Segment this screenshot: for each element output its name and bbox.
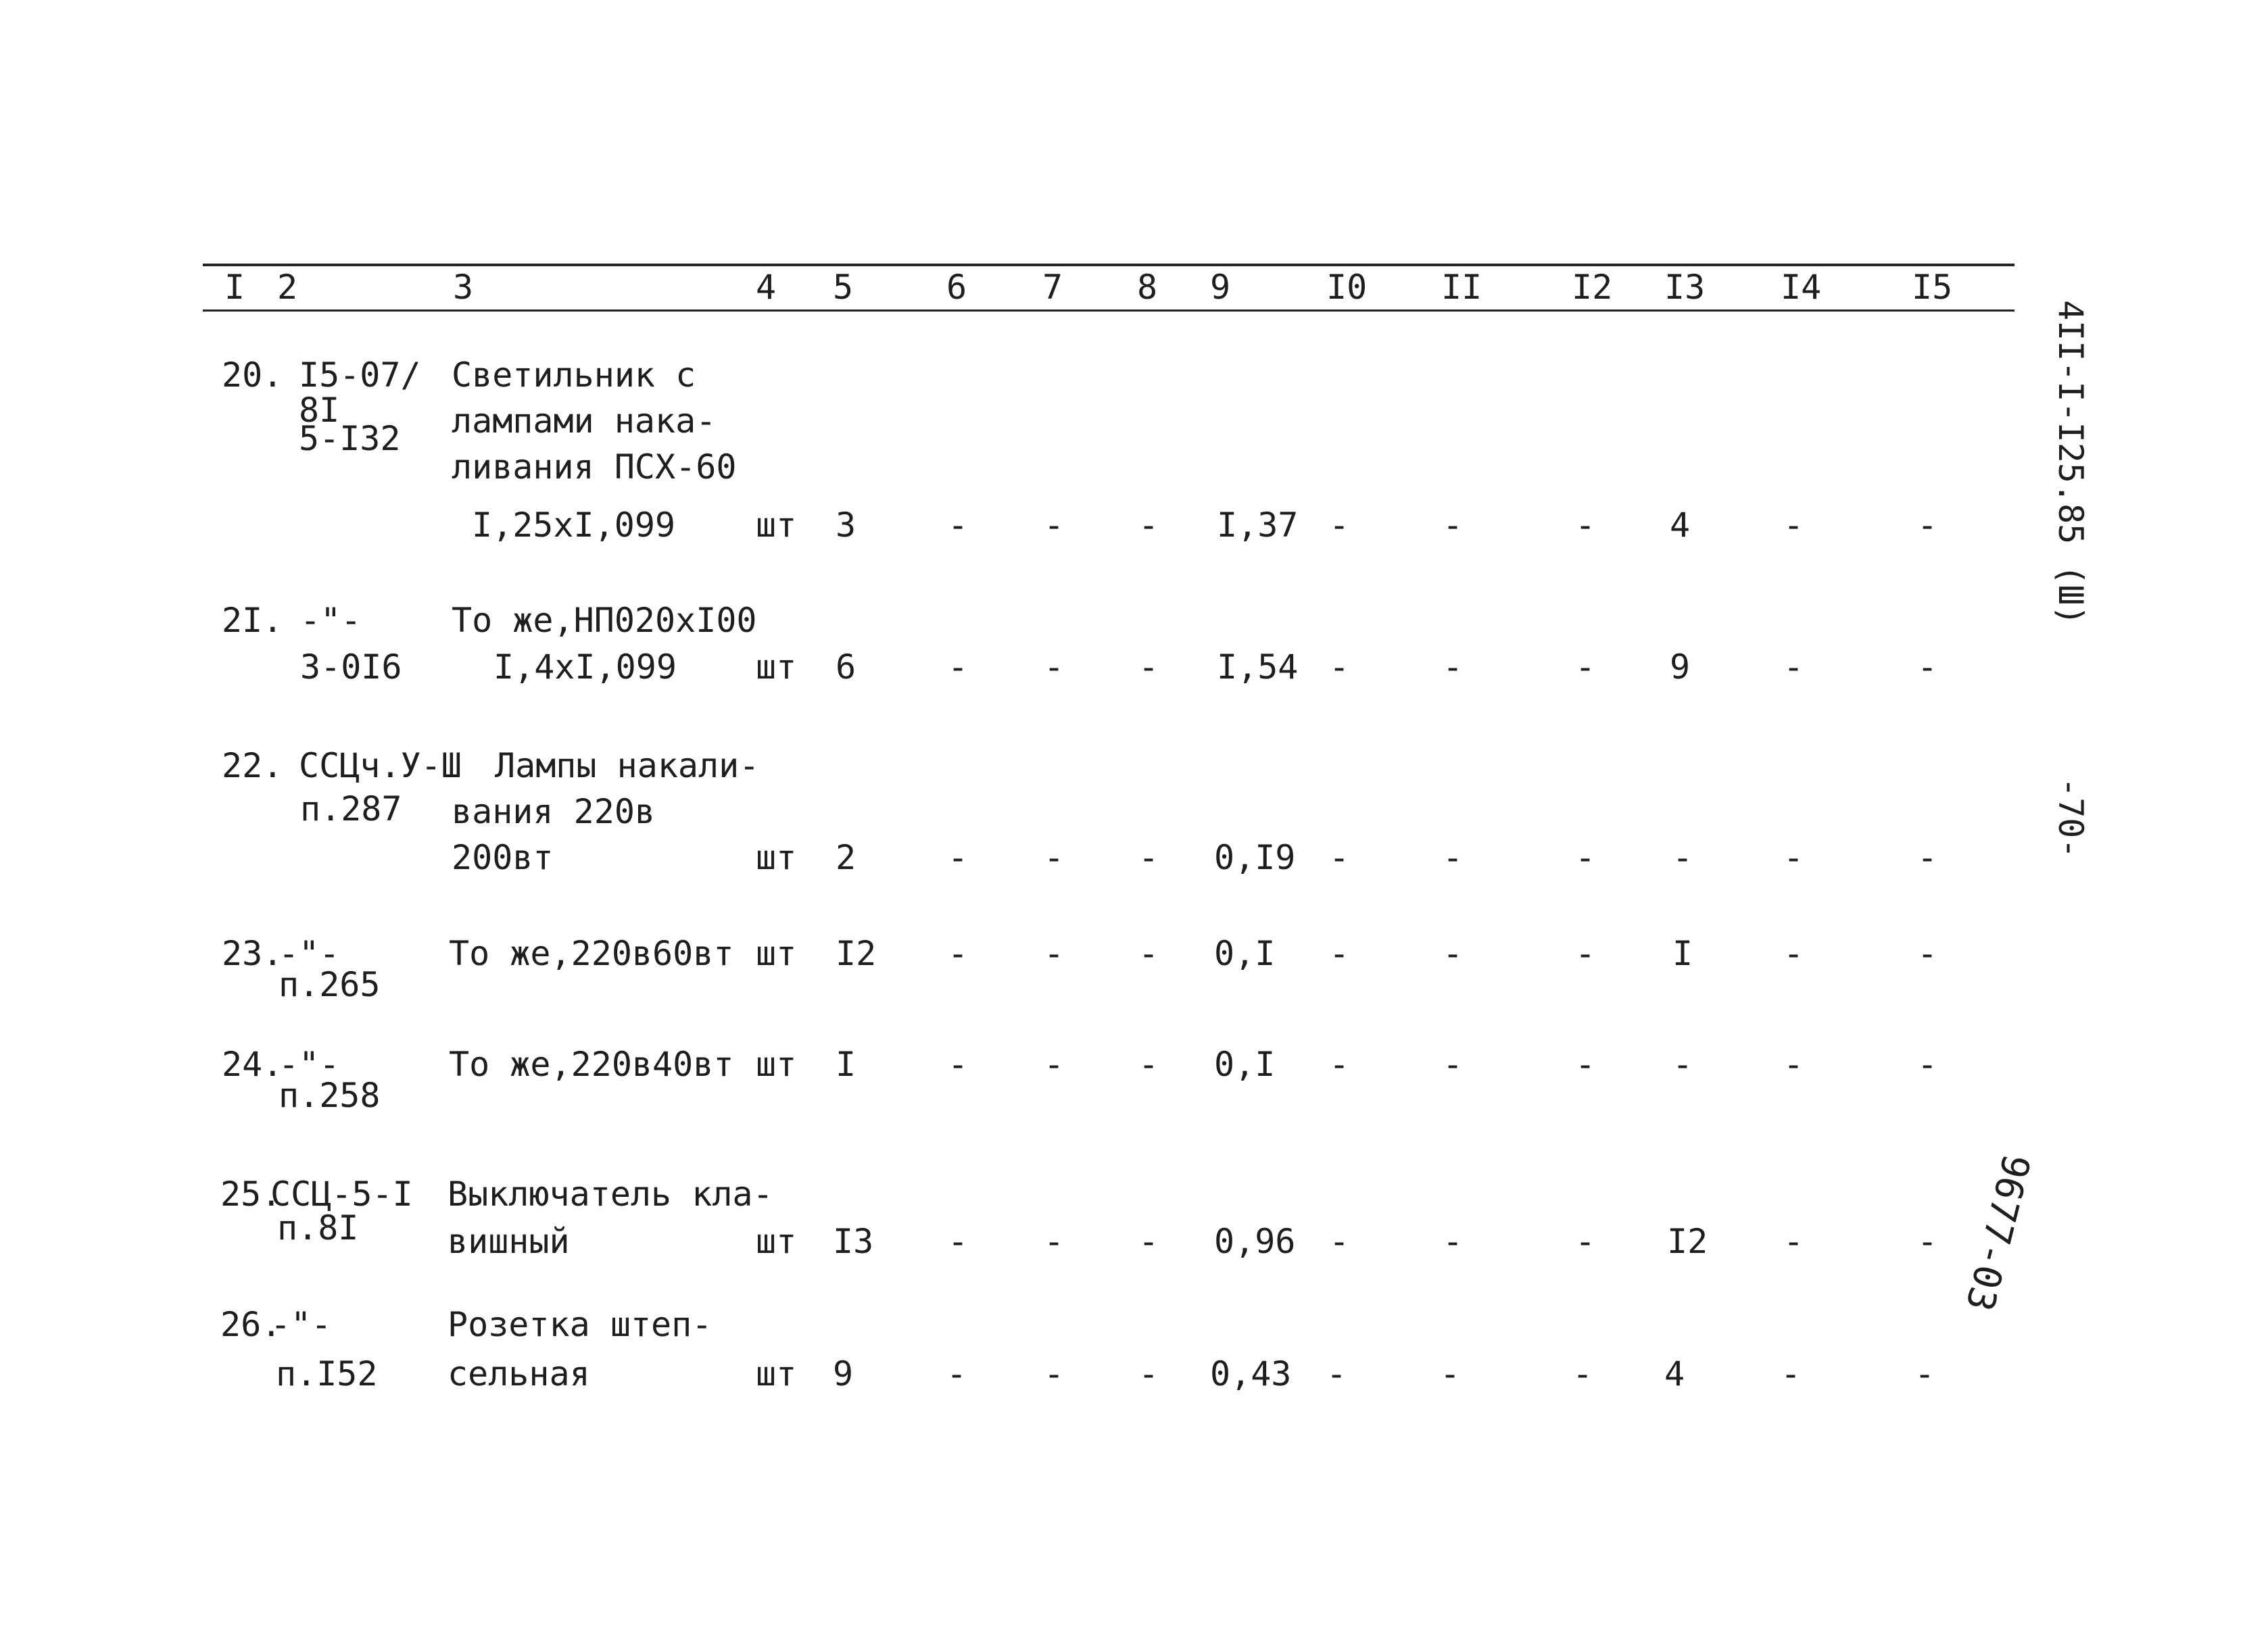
row-name: 200вт bbox=[452, 838, 554, 877]
row-code: п.287 bbox=[300, 789, 402, 829]
row-col13: I2 bbox=[1667, 1222, 1708, 1261]
row-name: I,4xI,099 bbox=[493, 647, 677, 687]
row-col14: - bbox=[1783, 1222, 1804, 1261]
row-col8: - bbox=[1138, 838, 1159, 877]
row-col6: - bbox=[948, 1045, 969, 1084]
row-col11: - bbox=[1443, 1045, 1464, 1084]
row-unit: шт bbox=[756, 838, 797, 877]
row-name: вишный bbox=[448, 1222, 570, 1261]
row-number: 26. bbox=[220, 1305, 282, 1344]
header-top-rule bbox=[203, 264, 2014, 266]
row-code: ССЦч.У-Ш bbox=[299, 746, 462, 785]
row-code: п.8I bbox=[277, 1208, 359, 1248]
row-name: сельная bbox=[448, 1354, 590, 1393]
col-header-10: I0 bbox=[1326, 268, 1368, 307]
row-col5: I3 bbox=[833, 1222, 874, 1261]
row-col7: - bbox=[1044, 934, 1065, 973]
row-col14: - bbox=[1783, 647, 1804, 687]
inventory-number: 9677-03 bbox=[1956, 1150, 2038, 1316]
row-name: вания 220в bbox=[452, 792, 656, 831]
row-name: Розетка штеп- bbox=[448, 1305, 713, 1344]
row-col11: - bbox=[1440, 1354, 1461, 1393]
row-col7: - bbox=[1044, 1354, 1065, 1393]
row-col7: - bbox=[1044, 1222, 1065, 1261]
row-code: -"- bbox=[279, 1045, 340, 1084]
row-col6: - bbox=[948, 647, 969, 687]
row-col9: 0,I bbox=[1214, 1045, 1276, 1084]
row-number: 23. bbox=[222, 934, 283, 973]
row-col12: - bbox=[1575, 647, 1596, 687]
row-col15: - bbox=[1917, 505, 1938, 545]
row-col8: - bbox=[1138, 1045, 1159, 1084]
row-col12: - bbox=[1575, 934, 1596, 973]
row-unit: шт bbox=[756, 934, 797, 973]
row-col13: - bbox=[1672, 1045, 1693, 1084]
row-col11: - bbox=[1443, 647, 1464, 687]
row-col13: - bbox=[1672, 838, 1693, 877]
row-col5: I2 bbox=[836, 934, 877, 973]
row-unit: шт bbox=[756, 505, 797, 545]
col-header-5: 5 bbox=[833, 268, 854, 307]
header-bottom-rule bbox=[203, 310, 2014, 312]
col-header-12: I2 bbox=[1572, 268, 1613, 307]
col-header-8: 8 bbox=[1137, 268, 1158, 307]
row-name: лампами нака- bbox=[452, 401, 717, 441]
row-code: 8I bbox=[299, 391, 340, 430]
row-number: 20. bbox=[222, 355, 283, 395]
row-unit: шт bbox=[756, 1222, 797, 1261]
col-header-6: 6 bbox=[946, 268, 967, 307]
row-col15: - bbox=[1917, 1222, 1938, 1261]
row-col14: - bbox=[1781, 1354, 1802, 1393]
row-unit: шт bbox=[756, 1045, 797, 1084]
col-header-3: 3 bbox=[453, 268, 474, 307]
row-number: 22. bbox=[222, 746, 283, 785]
row-col15: - bbox=[1917, 838, 1938, 877]
row-col14: - bbox=[1783, 1045, 1804, 1084]
row-code: -"- bbox=[300, 601, 362, 640]
row-col13: 4 bbox=[1664, 1354, 1685, 1393]
page-number: -70- bbox=[2051, 777, 2090, 859]
col-header-13: I3 bbox=[1664, 268, 1706, 307]
row-col7: - bbox=[1044, 1045, 1065, 1084]
row-col14: - bbox=[1783, 934, 1804, 973]
row-code: -"- bbox=[279, 934, 340, 973]
row-code: -"- bbox=[270, 1305, 332, 1344]
row-col5: 2 bbox=[836, 838, 856, 877]
row-name: То же,НП020xI00 bbox=[452, 601, 757, 640]
row-code: п.265 bbox=[279, 965, 381, 1004]
row-col13: I bbox=[1672, 934, 1693, 973]
row-col12: - bbox=[1575, 1222, 1596, 1261]
col-header-15: I5 bbox=[1912, 268, 1953, 307]
row-col5: 6 bbox=[836, 647, 856, 687]
row-col15: - bbox=[1917, 647, 1938, 687]
document-code: 4II-I-I25.85 (Ш) bbox=[2051, 300, 2090, 626]
col-header-11: II bbox=[1441, 268, 1482, 307]
col-header-2: 2 bbox=[277, 268, 298, 307]
row-col8: - bbox=[1138, 505, 1159, 545]
row-col7: - bbox=[1044, 647, 1065, 687]
row-col10: - bbox=[1329, 505, 1350, 545]
row-number: 2I. bbox=[222, 601, 283, 640]
row-col6: - bbox=[948, 1222, 969, 1261]
row-col13: 4 bbox=[1670, 505, 1691, 545]
row-col14: - bbox=[1783, 838, 1804, 877]
row-code: 3-0I6 bbox=[300, 647, 402, 687]
row-name: Лампы накали- bbox=[495, 746, 760, 785]
row-col10: - bbox=[1329, 647, 1350, 687]
row-number: 24. bbox=[222, 1045, 283, 1084]
row-col6: - bbox=[948, 934, 969, 973]
row-col6: - bbox=[948, 505, 969, 545]
row-unit: шт bbox=[756, 647, 797, 687]
row-code: ССЦ-5-I bbox=[270, 1175, 413, 1214]
row-col6: - bbox=[946, 1354, 967, 1393]
row-col8: - bbox=[1138, 647, 1159, 687]
col-header-4: 4 bbox=[756, 268, 777, 307]
row-col8: - bbox=[1138, 934, 1159, 973]
row-col9: 0,96 bbox=[1214, 1222, 1296, 1261]
row-name: Выключатель кла- bbox=[448, 1175, 773, 1214]
row-col9: 0,I9 bbox=[1214, 838, 1296, 877]
row-col10: - bbox=[1329, 838, 1350, 877]
row-col12: - bbox=[1575, 1045, 1596, 1084]
row-col12: - bbox=[1572, 1354, 1593, 1393]
row-col8: - bbox=[1138, 1222, 1159, 1261]
row-col10: - bbox=[1329, 1045, 1350, 1084]
row-name: То же,220в60вт bbox=[449, 934, 734, 973]
row-code: 5-I32 bbox=[299, 419, 401, 458]
row-col15: - bbox=[1914, 1354, 1935, 1393]
row-col5: 3 bbox=[836, 505, 856, 545]
row-col14: - bbox=[1783, 505, 1804, 545]
row-col10: - bbox=[1326, 1354, 1347, 1393]
row-code: I5-07/ bbox=[299, 355, 421, 395]
row-col15: - bbox=[1917, 934, 1938, 973]
col-header-7: 7 bbox=[1042, 268, 1063, 307]
row-col11: - bbox=[1443, 505, 1464, 545]
row-col13: 9 bbox=[1670, 647, 1691, 687]
row-name: То же,220в40вт bbox=[449, 1045, 734, 1084]
col-header-9: 9 bbox=[1210, 268, 1231, 307]
row-col10: - bbox=[1329, 1222, 1350, 1261]
row-name: Светильник с bbox=[452, 355, 696, 395]
col-header-1: I bbox=[224, 268, 245, 307]
row-code: п.258 bbox=[279, 1076, 381, 1115]
row-col11: - bbox=[1443, 838, 1464, 877]
row-col7: - bbox=[1044, 838, 1065, 877]
row-col12: - bbox=[1575, 505, 1596, 545]
row-name: I,25xI,099 bbox=[472, 505, 676, 545]
row-col7: - bbox=[1044, 505, 1065, 545]
row-col10: - bbox=[1329, 934, 1350, 973]
row-col15: - bbox=[1917, 1045, 1938, 1084]
row-col8: - bbox=[1138, 1354, 1159, 1393]
row-col9: I,37 bbox=[1217, 505, 1299, 545]
row-col6: - bbox=[948, 838, 969, 877]
row-col9: 0,I bbox=[1214, 934, 1276, 973]
row-col11: - bbox=[1443, 934, 1464, 973]
col-header-14: I4 bbox=[1781, 268, 1822, 307]
row-col5: I bbox=[836, 1045, 856, 1084]
row-number: 25. bbox=[220, 1175, 282, 1214]
row-col9: I,54 bbox=[1217, 647, 1299, 687]
row-col12: - bbox=[1575, 838, 1596, 877]
row-col9: 0,43 bbox=[1210, 1354, 1292, 1393]
row-col11: - bbox=[1443, 1222, 1464, 1261]
row-unit: шт bbox=[756, 1354, 797, 1393]
row-name: ливания ПСХ-60 bbox=[452, 447, 737, 487]
row-col5: 9 bbox=[833, 1354, 854, 1393]
row-code: п.I52 bbox=[276, 1354, 378, 1393]
